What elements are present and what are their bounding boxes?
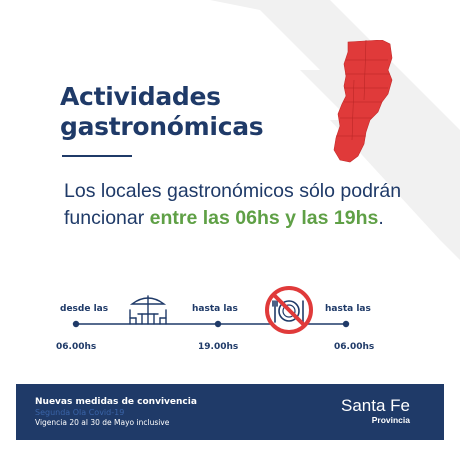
- title-line-1: Actividades: [60, 82, 221, 111]
- timeline-dot-start: [73, 321, 79, 327]
- footer-info: [35, 397, 197, 428]
- footer-bar: [16, 384, 444, 440]
- title-line-2: gastronómicas: [60, 112, 264, 141]
- page-title: [60, 82, 263, 142]
- santa-fe-map-icon: [330, 40, 396, 164]
- footer-subtitle: Segunda Ola Covid-19: [35, 408, 125, 417]
- timeline-time-start: 06.00hs: [56, 342, 97, 352]
- santa-fe-logo: [341, 396, 410, 425]
- timeline-label-middle: hasta las: [192, 304, 238, 314]
- timeline-dot-end: [343, 321, 349, 327]
- footer-vigencia: Vigencia 20 al 30 de Mayo inclusive: [35, 418, 170, 427]
- message-text: Los locales gastronómicos sólo podrán funcionar: [64, 180, 402, 229]
- timeline-label-end: hasta las: [325, 304, 371, 314]
- no-dining-icon: [262, 284, 316, 336]
- brand-name: Santa Fe: [341, 396, 410, 415]
- timeline-time-end: 06.00hs: [334, 342, 375, 352]
- brand-subtitle: Provincia: [371, 415, 410, 425]
- title-divider: [62, 155, 132, 157]
- footer-title: Nuevas medidas de convivencia: [35, 397, 197, 407]
- outdoor-table-icon: [126, 290, 170, 330]
- message-end: .: [378, 207, 384, 229]
- schedule-timeline: [0, 280, 460, 360]
- timeline-label-start: desde las: [60, 304, 109, 314]
- timeline-time-middle: 19.00hs: [198, 342, 239, 352]
- schedule-message: [64, 178, 424, 232]
- timeline-dot-middle: [215, 321, 221, 327]
- message-highlight: entre las 06hs y las 19hs: [149, 207, 379, 229]
